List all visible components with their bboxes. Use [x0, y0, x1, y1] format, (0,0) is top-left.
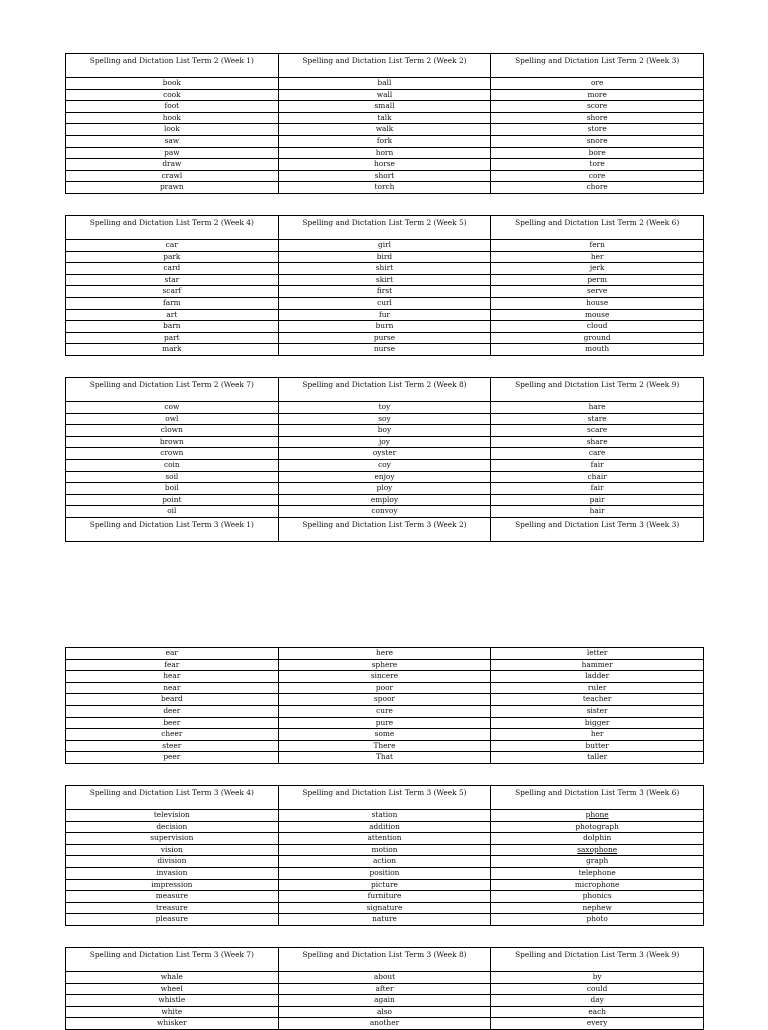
word-cell: fair	[491, 459, 704, 471]
word-cell: torch	[278, 182, 491, 194]
table-row	[66, 1006, 704, 1018]
word-cell: star	[66, 274, 279, 286]
word-cell: signature	[278, 902, 491, 914]
spelling-table-term3-weeks7-9	[65, 947, 704, 1030]
word-cell: serve	[491, 286, 704, 298]
word-cell: joy	[278, 436, 491, 448]
word-cell: wheel	[66, 983, 279, 995]
word-cell: another	[278, 1018, 491, 1030]
table-row	[66, 729, 704, 741]
column-header: Spelling and Dictation List Term 3 (Week 8)	[278, 948, 491, 972]
table-row	[66, 902, 704, 914]
word-cell: paw	[66, 147, 279, 159]
table-row	[66, 752, 704, 764]
word-cell: house	[491, 297, 704, 309]
word-cell: chore	[491, 182, 704, 194]
word-cell: look	[66, 124, 279, 136]
word-cell: photo	[491, 914, 704, 926]
word-cell: ore	[491, 78, 704, 90]
table-row	[66, 810, 704, 822]
table-row	[66, 972, 704, 984]
column-header: Spelling and Dictation List Term 3 (Week 4)	[66, 786, 279, 810]
word-cell: cow	[66, 402, 279, 414]
word-cell: dolphin	[491, 833, 704, 845]
word-cell: crown	[66, 448, 279, 460]
column-header: Spelling and Dictation List Term 2 (Week 2)	[278, 54, 491, 78]
word-cell: draw	[66, 159, 279, 171]
word-cell: employ	[278, 494, 491, 506]
word-cell: nephew	[491, 902, 704, 914]
word-cell: art	[66, 309, 279, 321]
word-cell	[491, 810, 704, 822]
table-row	[66, 274, 704, 286]
word-cell: telephone	[491, 867, 704, 879]
word-cell: point	[66, 494, 279, 506]
word-cell: mark	[66, 344, 279, 356]
word-cell: farm	[66, 297, 279, 309]
word-cell: position	[278, 867, 491, 879]
word-cell: picture	[278, 879, 491, 891]
word-cell: decision	[66, 821, 279, 833]
word-cell: steer	[66, 740, 279, 752]
word-cell: after	[278, 983, 491, 995]
word-cell: scarf	[66, 286, 279, 298]
word-cell: wall	[278, 89, 491, 101]
table-header-row	[66, 948, 704, 972]
word-cell: tore	[491, 159, 704, 171]
word-cell: girl	[278, 240, 491, 252]
word-cell: cook	[66, 89, 279, 101]
table-row	[66, 78, 704, 90]
table-row	[66, 182, 704, 194]
word-cell: oil	[66, 506, 279, 518]
word-cell: shirt	[278, 263, 491, 275]
word-cell: mouth	[491, 344, 704, 356]
table-row	[66, 471, 704, 483]
word-cell: photograph	[491, 821, 704, 833]
table-row	[66, 309, 704, 321]
word-cell: peer	[66, 752, 279, 764]
word-cell: shore	[491, 112, 704, 124]
table-row	[66, 344, 704, 356]
table-row	[66, 856, 704, 868]
word-cell: again	[278, 995, 491, 1007]
table-row	[66, 240, 704, 252]
word-cell: saw	[66, 135, 279, 147]
word-cell: furniture	[278, 891, 491, 903]
word-cell: cloud	[491, 321, 704, 333]
word-cell: pure	[278, 717, 491, 729]
table-row	[66, 124, 704, 136]
word-cell: soil	[66, 471, 279, 483]
table-row	[66, 914, 704, 926]
column-header: Spelling and Dictation List Term 3 (Week 5)	[278, 786, 491, 810]
table-row	[66, 147, 704, 159]
word-cell: book	[66, 78, 279, 90]
table-row	[66, 833, 704, 845]
word-cell: spoor	[278, 694, 491, 706]
column-header: Spelling and Dictation List Term 2 (Week 3)	[491, 54, 704, 78]
word-cell: vision	[66, 844, 279, 856]
word-cell: fair	[491, 483, 704, 495]
table-row	[66, 494, 704, 506]
word-cell: cheer	[66, 729, 279, 741]
word-cell: treasure	[66, 902, 279, 914]
word-cell: pair	[491, 494, 704, 506]
word-cell: whisker	[66, 1018, 279, 1030]
word-cell: by	[491, 972, 704, 984]
column-header: Spelling and Dictation List Term 2 (Week 7)	[66, 378, 279, 402]
spelling-table-term2-weeks7-9	[65, 377, 704, 542]
word-cell: enjoy	[278, 471, 491, 483]
word-text: saxophone	[577, 844, 618, 854]
word-cell: boil	[66, 483, 279, 495]
word-cell: crawl	[66, 170, 279, 182]
word-cell: park	[66, 251, 279, 263]
table-row	[66, 694, 704, 706]
word-text: phone	[585, 810, 609, 819]
word-cell: measure	[66, 891, 279, 903]
table-row	[66, 844, 704, 856]
word-cell: about	[278, 972, 491, 984]
word-cell: whale	[66, 972, 279, 984]
word-cell: hair	[491, 506, 704, 518]
table-row	[66, 659, 704, 671]
word-cell: letter	[491, 648, 704, 660]
word-cell: hear	[66, 671, 279, 683]
word-cell: day	[491, 995, 704, 1007]
word-cell: small	[278, 101, 491, 113]
table-header-row	[66, 54, 704, 78]
word-cell: score	[491, 101, 704, 113]
table-row	[66, 159, 704, 171]
word-cell: sister	[491, 705, 704, 717]
table-row	[66, 821, 704, 833]
word-cell: part	[66, 332, 279, 344]
word-cell: clown	[66, 425, 279, 437]
word-cell: oyster	[278, 448, 491, 460]
word-cell: bird	[278, 251, 491, 263]
word-cell: near	[66, 682, 279, 694]
word-cell: sphere	[278, 659, 491, 671]
word-cell: prawn	[66, 182, 279, 194]
word-cell: core	[491, 170, 704, 182]
table-row	[66, 995, 704, 1007]
table-row	[66, 135, 704, 147]
word-cell: skirt	[278, 274, 491, 286]
word-cell: bore	[491, 147, 704, 159]
word-cell: pleasure	[66, 914, 279, 926]
word-cell: perm	[491, 274, 704, 286]
word-cell: horn	[278, 147, 491, 159]
word-cell: chair	[491, 471, 704, 483]
table-row	[66, 101, 704, 113]
word-cell: ploy	[278, 483, 491, 495]
word-cell: snore	[491, 135, 704, 147]
table-row	[66, 402, 704, 414]
word-cell: impression	[66, 879, 279, 891]
table-row	[66, 648, 704, 660]
word-cell: brown	[66, 436, 279, 448]
spelling-table-term3-weeks4-6	[65, 785, 704, 926]
word-cell	[491, 844, 704, 856]
word-cell: microphone	[491, 879, 704, 891]
spelling-table-term3-weeks1-3	[65, 647, 704, 764]
spelling-table-term2-weeks1-3	[65, 53, 704, 194]
table-row	[66, 321, 704, 333]
word-cell: taller	[491, 752, 704, 764]
column-header: Spelling and Dictation List Term 3 (Week 2)	[278, 517, 491, 541]
word-cell: short	[278, 170, 491, 182]
table-row	[66, 879, 704, 891]
table-row	[66, 983, 704, 995]
word-cell: stare	[491, 413, 704, 425]
word-cell: graph	[491, 856, 704, 868]
word-cell: poor	[278, 682, 491, 694]
word-cell: foot	[66, 101, 279, 113]
word-cell: burn	[278, 321, 491, 333]
word-cell: every	[491, 1018, 704, 1030]
word-cell: hammer	[491, 659, 704, 671]
table-row	[66, 682, 704, 694]
table-header-row	[66, 216, 704, 240]
word-cell: division	[66, 856, 279, 868]
column-header: Spelling and Dictation List Term 2 (Week 8)	[278, 378, 491, 402]
word-cell: owl	[66, 413, 279, 425]
table-row	[66, 459, 704, 471]
word-cell: card	[66, 263, 279, 275]
word-cell: cure	[278, 705, 491, 717]
word-cell: share	[491, 436, 704, 448]
word-cell: hook	[66, 112, 279, 124]
word-cell: teacher	[491, 694, 704, 706]
word-cell: could	[491, 983, 704, 995]
word-cell: convoy	[278, 506, 491, 518]
word-cell: invasion	[66, 867, 279, 879]
word-cell: purse	[278, 332, 491, 344]
table-row	[66, 671, 704, 683]
table-row	[66, 717, 704, 729]
table-row	[66, 297, 704, 309]
column-header: Spelling and Dictation List Term 3 (Week 7)	[66, 948, 279, 972]
word-cell: first	[278, 286, 491, 298]
column-header: Spelling and Dictation List Term 3 (Week 6)	[491, 786, 704, 810]
table-row	[66, 425, 704, 437]
word-cell: deer	[66, 705, 279, 717]
table-row	[66, 332, 704, 344]
table-header-row	[66, 378, 704, 402]
word-cell: butter	[491, 740, 704, 752]
word-cell: That	[278, 752, 491, 764]
word-cell: her	[491, 251, 704, 263]
spelling-table-term2-weeks4-6	[65, 215, 704, 356]
table-row	[66, 263, 704, 275]
word-cell: also	[278, 1006, 491, 1018]
word-cell: addition	[278, 821, 491, 833]
column-header: Spelling and Dictation List Term 2 (Week 9)	[491, 378, 704, 402]
word-cell: white	[66, 1006, 279, 1018]
word-cell: soy	[278, 413, 491, 425]
word-cell: nature	[278, 914, 491, 926]
word-cell: some	[278, 729, 491, 741]
word-cell: beard	[66, 694, 279, 706]
word-cell: phonics	[491, 891, 704, 903]
word-cell: care	[491, 448, 704, 460]
word-cell: nurse	[278, 344, 491, 356]
table-row	[66, 413, 704, 425]
table-row	[66, 506, 704, 518]
table-header-row-term3	[66, 517, 704, 541]
word-cell: supervision	[66, 833, 279, 845]
word-cell: beer	[66, 717, 279, 729]
column-header: Spelling and Dictation List Term 2 (Week 6)	[491, 216, 704, 240]
table-row	[66, 286, 704, 298]
word-cell: toy	[278, 402, 491, 414]
word-cell: coy	[278, 459, 491, 471]
word-cell: ladder	[491, 671, 704, 683]
column-header: Spelling and Dictation List Term 2 (Week 5)	[278, 216, 491, 240]
column-header: Spelling and Dictation List Term 2 (Week 1)	[66, 54, 279, 78]
word-cell: ear	[66, 648, 279, 660]
table-row	[66, 705, 704, 717]
word-cell: television	[66, 810, 279, 822]
table-row	[66, 251, 704, 263]
word-cell: fear	[66, 659, 279, 671]
table-row	[66, 112, 704, 124]
word-cell: her	[491, 729, 704, 741]
word-cell: boy	[278, 425, 491, 437]
table-row	[66, 170, 704, 182]
word-cell: scare	[491, 425, 704, 437]
word-cell: fur	[278, 309, 491, 321]
table-header-row	[66, 786, 704, 810]
word-cell: hare	[491, 402, 704, 414]
word-cell: attention	[278, 833, 491, 845]
word-cell: fork	[278, 135, 491, 147]
table-row	[66, 436, 704, 448]
column-header: Spelling and Dictation List Term 3 (Week 3)	[491, 517, 704, 541]
word-cell: each	[491, 1006, 704, 1018]
word-cell: action	[278, 856, 491, 868]
word-cell: station	[278, 810, 491, 822]
table-row	[66, 89, 704, 101]
word-cell: coin	[66, 459, 279, 471]
table-row	[66, 891, 704, 903]
word-cell: store	[491, 124, 704, 136]
word-cell: barn	[66, 321, 279, 333]
table-row	[66, 448, 704, 460]
word-cell: more	[491, 89, 704, 101]
word-cell: here	[278, 648, 491, 660]
word-cell: fern	[491, 240, 704, 252]
word-cell: curl	[278, 297, 491, 309]
column-header: Spelling and Dictation List Term 3 (Week 9)	[491, 948, 704, 972]
column-header: Spelling and Dictation List Term 3 (Week 1)	[66, 517, 279, 541]
word-cell: ball	[278, 78, 491, 90]
word-cell: There	[278, 740, 491, 752]
word-cell: jerk	[491, 263, 704, 275]
table-row	[66, 483, 704, 495]
word-cell: ruler	[491, 682, 704, 694]
word-cell: car	[66, 240, 279, 252]
column-header: Spelling and Dictation List Term 2 (Week 4)	[66, 216, 279, 240]
word-cell: motion	[278, 844, 491, 856]
table-row	[66, 867, 704, 879]
word-cell: horse	[278, 159, 491, 171]
word-cell: whistle	[66, 995, 279, 1007]
word-cell: mouse	[491, 309, 704, 321]
word-cell: ground	[491, 332, 704, 344]
word-cell: talk	[278, 112, 491, 124]
word-cell: walk	[278, 124, 491, 136]
word-cell: bigger	[491, 717, 704, 729]
word-cell: sincere	[278, 671, 491, 683]
table-row	[66, 740, 704, 752]
